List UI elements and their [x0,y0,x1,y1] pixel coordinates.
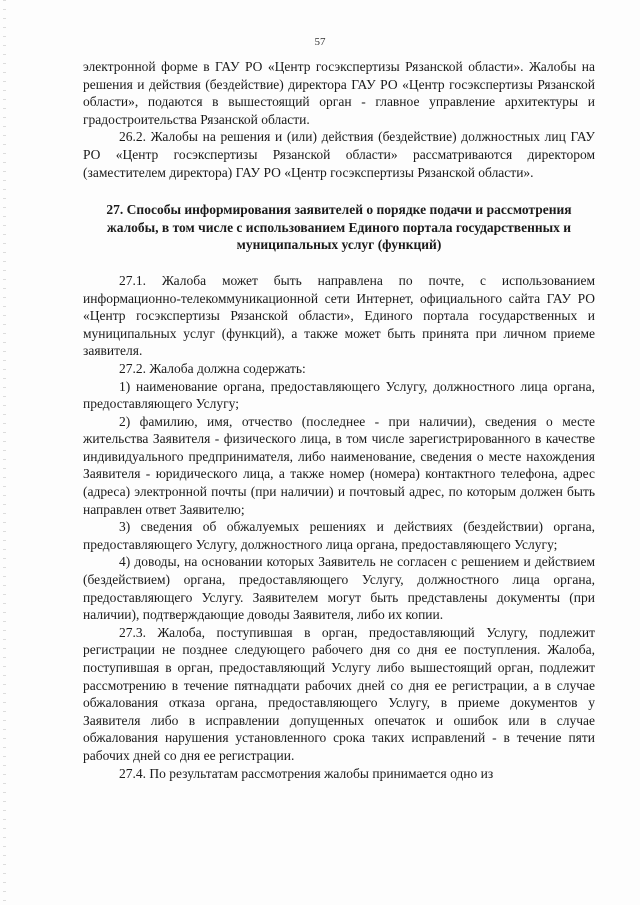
list-item-2: 2) фамилию, имя, отчество (последнее - при наличии), сведения о месте жительства Заявителя - физического лица, в том числе зарегистрированного в качестве индивидуального предпринимателя, либо наименование, сведения о месте нахождения Заявителя - юридического лица, а также номер (номера) контактного телефона, адрес (адреса) электронной почты (при наличии) и почтовый адрес, по которым должен быть направлен ответ Заявителю; [83,413,595,517]
page-number: 57 [314,36,326,48]
paragraph-26-2: 26.2. Жалобы на решения и (или) действия (бездействие) должностных лиц ГАУ РО «Центр госэкспертизы Рязанской области» рассматриваются директором (заместителем директора) ГАУ РО «Центр госэкспертизы Рязанской области». [83,129,595,180]
section-heading-27: 27. Способы информирования заявителей о порядке подачи и рассмотрения жалобы, в том числе с использованием Единого портала государственных и муниципальных услуг (функций) [106,202,572,253]
document-body [83,58,595,782]
paragraph-27-3: 27.3. Жалоба, поступившая в орган, предоставляющий Услугу, подлежит регистрации не позднее следующего рабочего дня со дня ее поступления. Жалоба, поступившая в орган, предоставляющий Услугу либо вышестоящий орган, подлежит рассмотрению в течение пятнадцати рабочих дней со дня ее регистрации, а в случае обжалования отказа органа, предоставляющего Услугу, в приеме документов у Заявителя либо в исправлении допущенных опечаток и ошибок или в случае обжалования нарушения установленного срока таких исправлений - в течение пяти рабочих дней со дня ее регистрации. [83,624,595,763]
list-item-1: 1) наименование органа, предоставляющего Услугу, должностного лица органа, предоставляющего Услугу; [83,378,595,412]
paragraph-27-4: 27.4. По результатам рассмотрения жалобы принимается одно из [119,765,494,781]
paragraph-27-1: 27.1. Жалоба может быть направлена по почте, с использованием информационно-телекоммуникационной сети Интернет, официального сайта ГАУ РО «Центр госэкспертизы Рязанской области», Единого портала государственных и муниципальных услуг (функций), а также может быть принята при личном приеме заявителя. [83,272,595,359]
paragraph-continuation: электронной форме в ГАУ РО «Центр госэкспертизы Рязанской области». Жалобы на решения и действия (бездействие) директора ГАУ РО «Центр госэкспертизы Рязанской области», подаются в вышестоящий орган - главное управление архитектуры и градостроительства Рязанской области. [83,59,595,127]
list-item-4: 4) доводы, на основании которых Заявитель не согласен с решением и действием (бездействием) органа, предоставляющего Услугу, должностного лица органа, предоставляющего Услугу. Заявителем могут быть представлены документы (при наличии), подтверждающие доводы Заявителя, либо их копии. [83,554,595,623]
paragraph-27-2: 27.2. Жалоба должна содержать: [119,360,306,376]
list-item-3: 3) сведения об обжалуемых решениях и действиях (бездействии) органа, предоставляющего Услугу, должностного лица органа, предоставляющего Услугу; [83,519,595,552]
scan-edge-artifact [3,0,6,905]
